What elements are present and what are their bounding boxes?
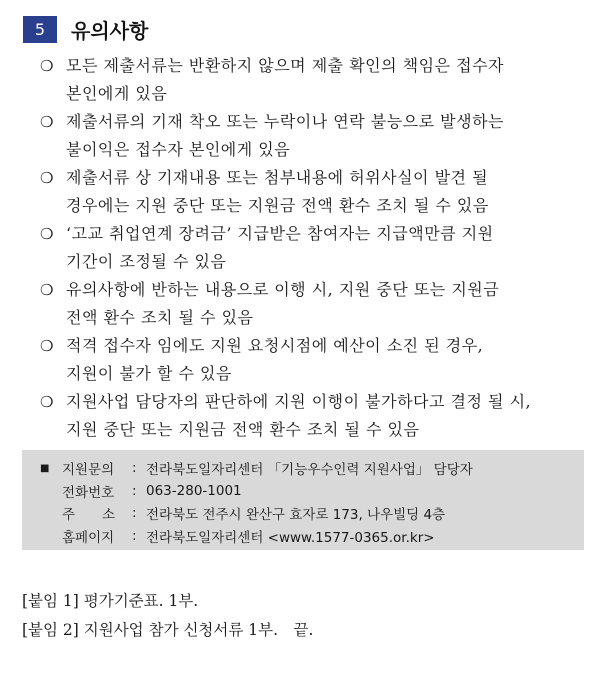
contact-value: 전라북도일자리센터 「기능우수인력 지원사업」 담당자 xyxy=(146,462,473,479)
note-line: 지원 중단 또는 지원금 전액 환수 조치 될 수 있음 xyxy=(66,420,420,439)
note-line: 불이익은 접수자 본인에게 있음 xyxy=(66,140,291,159)
section-header xyxy=(23,15,148,44)
attachment-1: [붙임 1] 평가기준표. 1부. xyxy=(22,592,199,610)
section-number: 5 xyxy=(23,16,57,43)
note-line: 적격 접수자 임에도 지원 요청시점에 예산이 소진 된 경우, xyxy=(66,336,484,355)
list-item xyxy=(38,388,583,444)
section-title: 유의사항 xyxy=(71,19,149,43)
note-line: 경우에는 지원 중단 또는 지원금 전액 환수 조치 될 수 있음 xyxy=(66,196,489,215)
square-bullet-icon: ■ xyxy=(40,462,50,474)
circle-bullet-icon: ❍ xyxy=(40,113,54,131)
contact-label: 전화번호 xyxy=(62,484,115,501)
contact-separator: : xyxy=(132,527,137,544)
contact-separator: : xyxy=(132,460,137,477)
contact-box xyxy=(22,450,584,550)
contact-separator: : xyxy=(132,482,137,499)
list-item xyxy=(38,52,583,108)
list-item xyxy=(38,332,583,388)
contact-separator: : xyxy=(132,505,137,522)
circle-bullet-icon: ❍ xyxy=(40,393,54,411)
circle-bullet-icon: ❍ xyxy=(40,169,54,187)
note-line: 본인에게 있음 xyxy=(66,84,168,103)
note-line: 지원사업 담당자의 판단하에 지원 이행이 불가하다고 결정 될 시, xyxy=(66,392,532,411)
list-item xyxy=(38,108,583,164)
list-item xyxy=(38,220,583,276)
contact-address: 전라북도 전주시 완산구 효자로 173, 나우빌딩 4층 xyxy=(146,507,446,524)
contact-row-address xyxy=(40,502,584,525)
note-line: 유의사항에 반하는 내용으로 이행 시, 지원 중단 또는 지원금 xyxy=(66,280,500,299)
note-line: 제출서류 상 기재내용 또는 첨부내용에 허위사실이 발견 될 xyxy=(66,168,489,187)
note-line: 전액 환수 조치 될 수 있음 xyxy=(66,308,254,327)
contact-row-inquiry xyxy=(40,457,584,480)
circle-bullet-icon: ❍ xyxy=(40,281,54,299)
circle-bullet-icon: ❍ xyxy=(40,57,54,75)
contact-row-homepage xyxy=(40,525,584,548)
circle-bullet-icon: ❍ xyxy=(40,225,54,243)
note-line: 지원이 불가 할 수 있음 xyxy=(66,364,232,383)
contact-row-phone xyxy=(40,480,584,503)
contact-phone: 063-280-1001 xyxy=(146,482,242,499)
notes-list xyxy=(38,52,583,444)
attachment-2: [붙임 2] 지원사업 참가 신청서류 1부. 끝. xyxy=(22,621,314,639)
note-line: 모든 제출서류는 반환하지 않으며 제출 확인의 책임은 접수자 xyxy=(66,56,505,75)
circle-bullet-icon: ❍ xyxy=(40,337,54,355)
note-line: 기간이 조정될 수 있음 xyxy=(66,252,227,271)
contact-label: 지원문의 xyxy=(62,462,115,479)
note-line: 제출서류의 기재 착오 또는 누락이나 연락 불능으로 발생하는 xyxy=(66,112,505,131)
contact-label: 주 소 xyxy=(62,507,116,524)
contact-label: 홈페이지 xyxy=(62,529,115,546)
contact-homepage: 전라북도일자리센터 <www.1577-0365.or.kr> xyxy=(146,529,435,546)
list-item xyxy=(38,276,583,332)
note-line: ‘고교 취업연계 장려금’ 지급받은 참여자는 지급액만큼 지원 xyxy=(66,224,494,243)
list-item xyxy=(38,164,583,220)
